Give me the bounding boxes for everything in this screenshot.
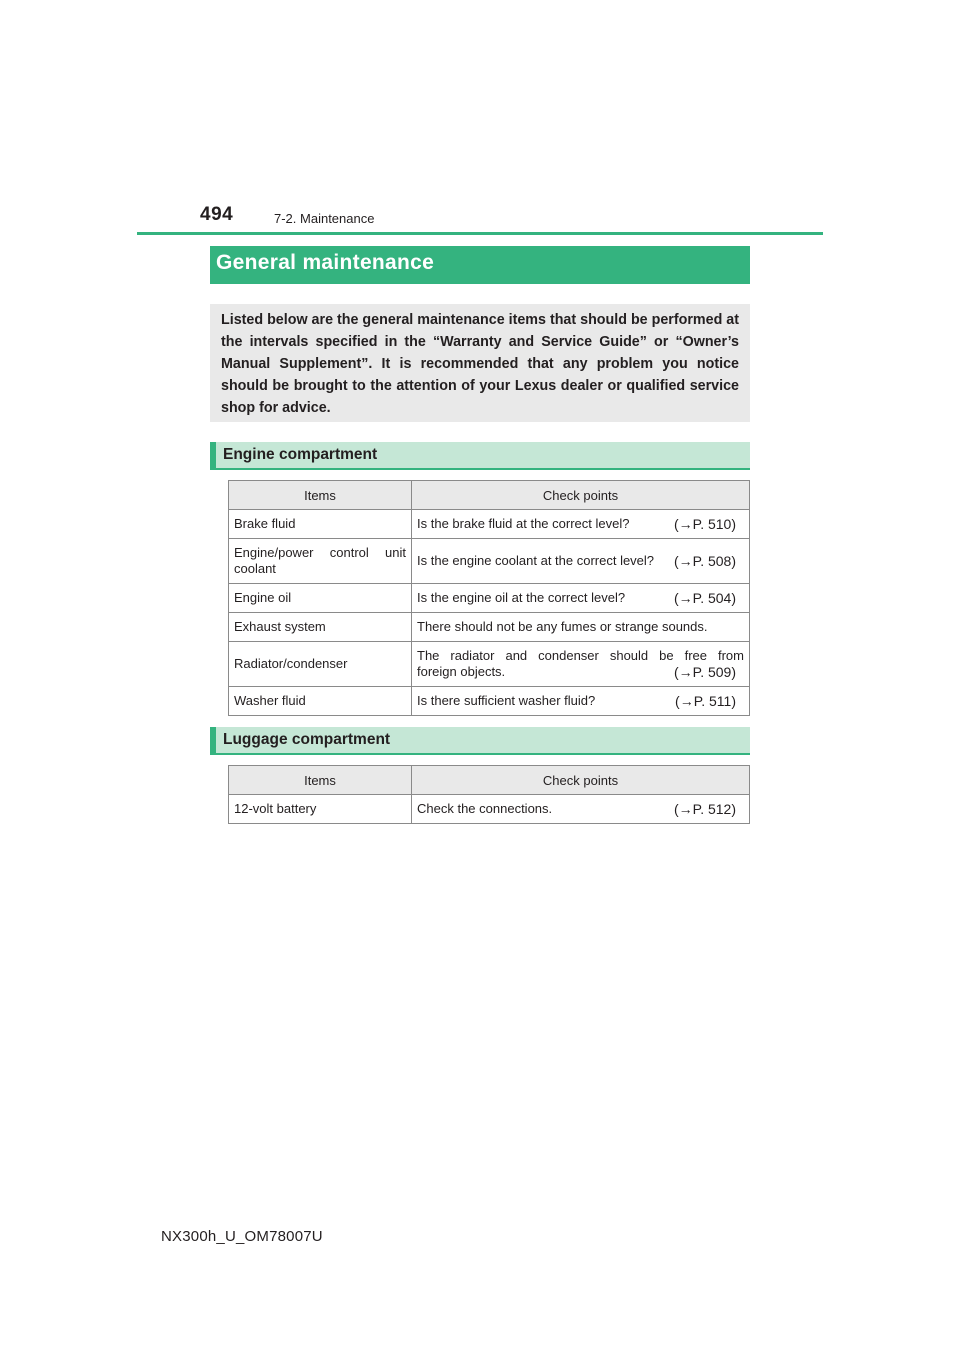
luggage-heading-text: Luggage compartment	[223, 731, 391, 748]
check-cell	[412, 584, 750, 613]
item-cell: Washer fluid	[229, 687, 412, 716]
check-cell	[412, 687, 750, 716]
check-cell	[412, 795, 750, 824]
intro-text: Listed below are the general maintenance items that should be performed at the intervals specified in the “Warranty and Service Guide” or “Owner’s Manual Supplement”. It is recommended that any problem you notice should be brought to the attention of your Lexus dealer or qualified service shop for advice.	[221, 312, 739, 416]
table-header-row	[229, 766, 750, 795]
header-rule	[137, 232, 823, 235]
page-title: General maintenance	[216, 251, 435, 274]
col-check-header: Check points	[412, 481, 750, 510]
table-header-row	[229, 481, 750, 510]
intro-box	[210, 304, 750, 422]
col-items-header: Items	[229, 481, 412, 510]
table-row	[229, 795, 750, 824]
check-text: Check the connections.	[417, 801, 553, 816]
luggage-compartment-heading	[210, 727, 750, 755]
engine-compartment-heading	[210, 442, 750, 470]
col-items-header: Items	[229, 766, 412, 795]
page-number: 494	[200, 204, 234, 225]
check-text: There should not be any fumes or strange sounds.	[417, 619, 708, 634]
table-row	[229, 687, 750, 716]
page-title-bar	[210, 246, 750, 284]
check-cell	[412, 642, 750, 687]
check-cell	[412, 510, 750, 539]
item-cell: Radiator/condenser	[229, 642, 412, 687]
item-cell: Engine oil	[229, 584, 412, 613]
check-text: Is the brake fluid at the correct level?	[417, 516, 630, 531]
engine-table	[228, 480, 750, 716]
table-row	[229, 642, 750, 687]
table-row	[229, 539, 750, 584]
col-check-header: Check points	[412, 766, 750, 795]
item-cell: Brake fluid	[229, 510, 412, 539]
check-cell	[412, 539, 750, 584]
check-text: Is the engine coolant at the correct level?	[417, 553, 655, 568]
table-row	[229, 613, 750, 642]
check-text-line1: The radiator and condenser should be free from	[417, 648, 744, 663]
table-row	[229, 584, 750, 613]
item-cell: Exhaust system	[229, 613, 412, 642]
luggage-table	[228, 765, 750, 824]
page-ref: (→P. 512)	[674, 801, 736, 817]
check-text: Is there sufficient washer fluid?	[417, 693, 596, 708]
page-ref: (→P. 509)	[674, 664, 736, 680]
item-cell: Engine/power control unit coolant	[229, 539, 412, 584]
check-text: Is the engine oil at the correct level?	[417, 590, 626, 605]
page-ref: (→P. 504)	[674, 590, 736, 606]
page-ref: (→P. 508)	[674, 553, 736, 569]
page-ref: (→P. 510)	[674, 516, 736, 532]
table-row	[229, 510, 750, 539]
check-cell	[412, 613, 750, 642]
engine-heading-text: Engine compartment	[223, 446, 378, 463]
footer-code: NX300h_U_OM78007U	[161, 1228, 323, 1245]
section-title: 7-2. Maintenance	[274, 211, 375, 226]
item-cell: 12-volt battery	[229, 795, 412, 824]
page-ref: (→P. 511)	[675, 693, 736, 709]
check-text-line2: foreign objects.	[417, 664, 506, 679]
